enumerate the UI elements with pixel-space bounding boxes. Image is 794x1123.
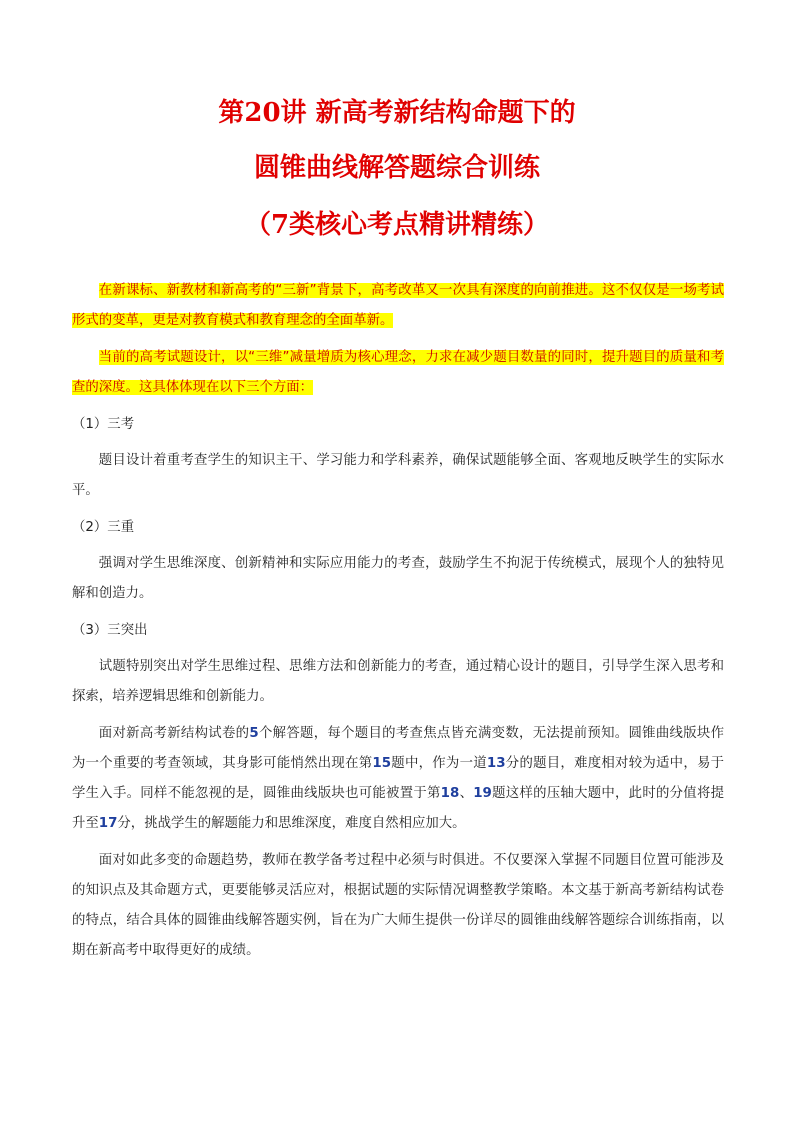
section-text-3: 试题特别突出对学生思维过程、思维方法和创新能力的考查，通过精心设计的题目，引导学生深入思考和探索，培养逻辑思维和创新能力。 (72, 659, 724, 704)
score-17: 17 (98, 816, 118, 831)
document-body (72, 276, 724, 973)
question-number-15: 15 (372, 756, 392, 771)
section-heading-1: （1）三考 (72, 417, 135, 432)
section-text-1: 题目设计着重考查学生的知识主干、学习能力和学科素养，确保试题能够全面、客观地反映学生的实际水平。 (72, 453, 724, 498)
analysis-text: 个解答题，每个题目的考查焦点皆充满变数，无法提前预知。圆锥曲线版块作为一个重要的考查领域，其身影可能悄然出现在第 (72, 726, 724, 771)
analysis-text: 题中，作为一道 (391, 756, 487, 771)
score-13: 13 (486, 756, 506, 771)
section-heading-3: （3）三突出 (72, 623, 148, 638)
analysis-text: 分，挑战学生的解题能力和思维深度，难度自然相应加大。 (117, 816, 466, 831)
analysis-paragraph (72, 719, 724, 839)
question-number-19: 19 (473, 786, 492, 801)
analysis-text: 题这样的压轴大题中，此时的分值将提升至 (72, 786, 725, 831)
section-text-2: 强调对学生思维深度、创新精神和实际应用能力的考查，鼓励学生不拘泥于传统模式，展现个人的独特见解和创造力。 (72, 556, 724, 601)
highlighted-text: 在新课标、新教材和新高考的“三新”背景下，高考改革又一次具有深度的向前推进。这不仅仅是一场考试形式的变革，更是对教育模式和教育理念的全面革新。 (72, 283, 724, 328)
intro-paragraph-2 (72, 343, 724, 403)
title-line-2: 圆锥曲线解答题综合训练 (253, 153, 540, 183)
question-count: 5 (249, 726, 259, 741)
question-number-18: 18 (440, 786, 460, 801)
analysis-text: 面对新高考新结构试卷的 (98, 726, 250, 741)
analysis-text: 分的题目，难度相对较为适中，易于学生入手。同样不能忽视的是，圆锥曲线版块也可能被置于第 (72, 756, 725, 801)
title-line-3: （7类核心考点精讲精练） (244, 210, 550, 240)
conclusion-paragraph: 面对如此多变的命题趋势，教师在教学备考过程中必须与时俱进。不仅要深入掌握不同题目位置可能涉及的知识点及其命题方式，更要能够灵活应对，根据试题的实际情况调整教学策略。本文基于新高考新结构试卷的特点，结合具体的圆锥曲线解答题实例，旨在为广大师生提供一份详尽的圆锥曲线解答题综合训练指南，以期在新高考中取得更好的成绩。 (72, 853, 724, 958)
analysis-text: 、 (459, 786, 474, 801)
section-heading-2: （2）三重 (72, 520, 135, 535)
intro-paragraph-1 (72, 276, 724, 336)
highlighted-text: 当前的高考试题设计，以“三维”减量增质为核心理念，力求在减少题目数量的同时，提升题目的质量和考查的深度。这具体体现在以下三个方面： (72, 350, 724, 395)
title-line-1: 第20讲 新高考新结构命题下的 (218, 98, 576, 128)
